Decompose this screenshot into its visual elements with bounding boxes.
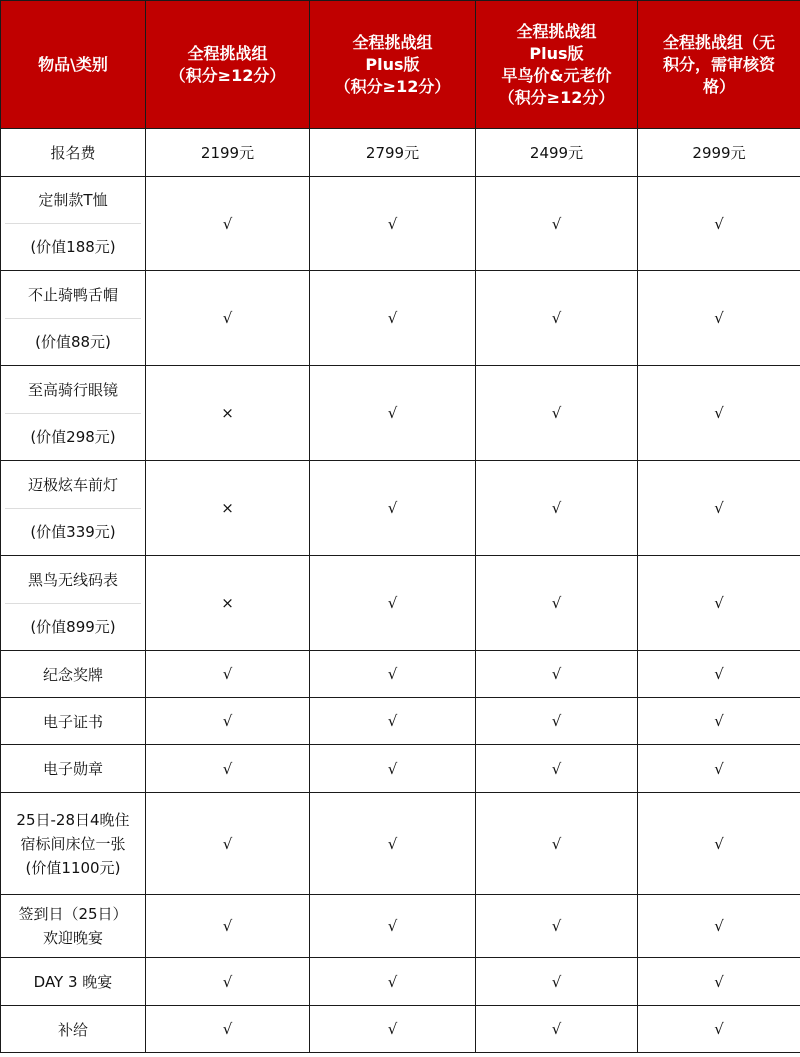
table-row-glasses <box>1 366 800 461</box>
row-label: 签到日（25日） 欢迎晚宴 <box>1 895 146 958</box>
table-row-badge <box>1 745 800 793</box>
table-row-meter <box>1 556 800 651</box>
row-label <box>1 366 146 461</box>
cell-mark: √ <box>146 895 310 958</box>
table-row-day3 <box>1 958 800 1006</box>
cell-mark: √ <box>146 177 310 271</box>
cell-mark: √ <box>310 271 476 366</box>
cell-mark: √ <box>476 895 638 958</box>
cell-mark: √ <box>638 958 800 1006</box>
cell-mark: √ <box>476 177 638 271</box>
item-name: 黑鸟无线码表 <box>5 557 141 604</box>
cell-mark: √ <box>146 271 310 366</box>
cell-mark: × <box>146 366 310 461</box>
row-label: DAY 3 晚宴 <box>1 958 146 1006</box>
row-label: 电子勋章 <box>1 745 146 793</box>
row-label <box>1 271 146 366</box>
cell-mark: √ <box>146 698 310 745</box>
cell-mark: √ <box>146 958 310 1006</box>
header-row <box>1 1 800 129</box>
cell-mark: √ <box>310 651 476 698</box>
header-challenge-no-points: 全程挑战组（无 积分，需审核资 格） <box>638 1 800 129</box>
row-label: 纪念奖牌 <box>1 651 146 698</box>
cell-mark: √ <box>638 271 800 366</box>
cell-mark: √ <box>638 177 800 271</box>
cell-value: 2499元 <box>476 129 638 177</box>
cell-mark: √ <box>310 177 476 271</box>
cell-mark: √ <box>146 1006 310 1053</box>
cell-mark: √ <box>310 745 476 793</box>
table-row-tshirt <box>1 177 800 271</box>
cell-mark: √ <box>476 271 638 366</box>
table-row-cap <box>1 271 800 366</box>
item-name: 迈极炫车前灯 <box>5 462 141 509</box>
table-row-supply <box>1 1006 800 1053</box>
cell-mark: √ <box>476 745 638 793</box>
table-body <box>1 129 800 1053</box>
cell-mark: √ <box>476 366 638 461</box>
cell-mark: × <box>146 556 310 651</box>
table-row-light <box>1 461 800 556</box>
row-label: 补给 <box>1 1006 146 1053</box>
cell-mark: √ <box>310 461 476 556</box>
table-header <box>1 1 800 129</box>
header-challenge-plus-early-bird: 全程挑战组 Plus版 早鸟价&元老价 （积分≥12分） <box>476 1 638 129</box>
row-label <box>1 177 146 271</box>
cell-mark: √ <box>638 461 800 556</box>
cell-value: 2199元 <box>146 129 310 177</box>
cell-mark: √ <box>476 793 638 895</box>
cell-mark: √ <box>476 651 638 698</box>
cell-mark: √ <box>638 793 800 895</box>
header-challenge-group: 全程挑战组 （积分≥12分） <box>146 1 310 129</box>
cell-mark: √ <box>638 745 800 793</box>
cell-mark: √ <box>146 793 310 895</box>
table-row-lodging <box>1 793 800 895</box>
item-value: (价值298元) <box>30 427 116 446</box>
cell-mark: √ <box>476 698 638 745</box>
cell-mark: √ <box>146 745 310 793</box>
cell-mark: √ <box>310 793 476 895</box>
item-value: (价值188元) <box>30 238 116 256</box>
row-label <box>1 556 146 651</box>
cell-mark: √ <box>146 651 310 698</box>
header-item-category: 物品\类别 <box>1 1 146 129</box>
cell-mark: √ <box>310 1006 476 1053</box>
table-row-fee <box>1 129 800 177</box>
cell-mark: √ <box>310 556 476 651</box>
row-label: 报名费 <box>1 129 146 177</box>
item-name: 定制款T恤 <box>5 177 141 224</box>
cell-mark: √ <box>638 651 800 698</box>
table-row-certificate <box>1 698 800 745</box>
row-label: 25日-28日4晚住 宿标间床位一张 (价值1100元) <box>1 793 146 895</box>
cell-mark: × <box>146 461 310 556</box>
cell-mark: √ <box>310 698 476 745</box>
item-name: 不止骑鸭舌帽 <box>5 272 141 319</box>
cell-mark: √ <box>476 461 638 556</box>
cell-mark: √ <box>476 958 638 1006</box>
cell-mark: √ <box>310 366 476 461</box>
cell-mark: √ <box>638 1006 800 1053</box>
cell-value: 2999元 <box>638 129 800 177</box>
item-value: (价值339元) <box>30 522 116 541</box>
row-label: 电子证书 <box>1 698 146 745</box>
cell-mark: √ <box>476 556 638 651</box>
cell-mark: √ <box>476 1006 638 1053</box>
item-value: (价值88元) <box>35 332 111 351</box>
table-row-medal <box>1 651 800 698</box>
item-name: 至高骑行眼镜 <box>5 367 141 414</box>
table-row-welcome <box>1 895 800 958</box>
cell-mark: √ <box>310 895 476 958</box>
cell-mark: √ <box>638 556 800 651</box>
row-label <box>1 461 146 556</box>
item-value: (价值899元) <box>30 617 116 636</box>
header-challenge-plus: 全程挑战组 Plus版 （积分≥12分） <box>310 1 476 129</box>
cell-mark: √ <box>638 698 800 745</box>
cell-value: 2799元 <box>310 129 476 177</box>
cell-mark: √ <box>310 958 476 1006</box>
cell-mark: √ <box>638 895 800 958</box>
cell-mark: √ <box>638 366 800 461</box>
